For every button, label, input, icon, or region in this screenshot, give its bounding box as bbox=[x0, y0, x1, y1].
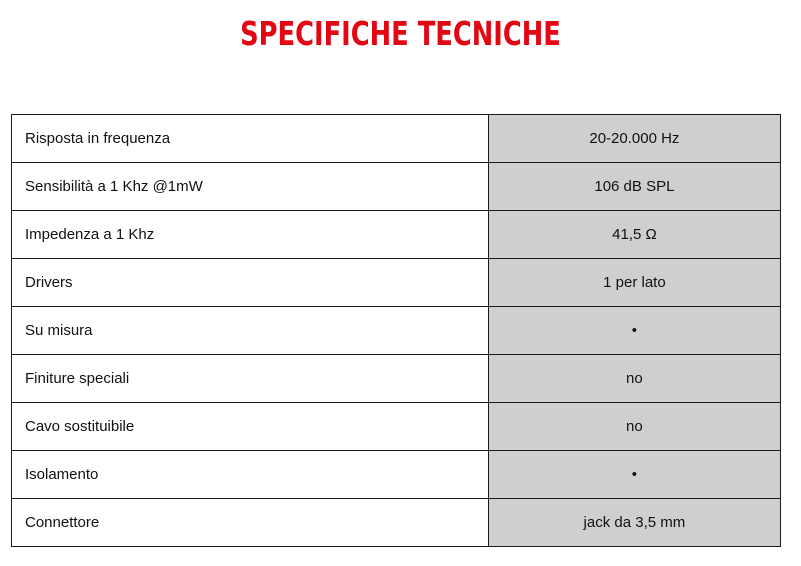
table-row bbox=[12, 163, 781, 211]
table-row bbox=[12, 259, 781, 307]
spec-value: • bbox=[488, 307, 780, 355]
spec-label: Cavo sostituibile bbox=[12, 403, 489, 451]
spec-label: Sensibilità a 1 Khz @1mW bbox=[12, 163, 489, 211]
spec-value: 106 dB SPL bbox=[488, 163, 780, 211]
spec-label: Su misura bbox=[12, 307, 489, 355]
spec-value: • bbox=[488, 451, 780, 499]
table-row bbox=[12, 451, 781, 499]
table-row bbox=[12, 307, 781, 355]
table-row bbox=[12, 499, 781, 547]
spec-value: 20-20.000 Hz bbox=[488, 115, 780, 163]
page-title: SPECIFICHE TECNICHE bbox=[240, 14, 561, 53]
spec-value: no bbox=[488, 355, 780, 403]
spec-label: Isolamento bbox=[12, 451, 489, 499]
table-row bbox=[12, 115, 781, 163]
table-row bbox=[12, 355, 781, 403]
spec-label: Impedenza a 1 Khz bbox=[12, 211, 489, 259]
table-row bbox=[12, 403, 781, 451]
spec-value: jack da 3,5 mm bbox=[488, 499, 780, 547]
table-row bbox=[12, 211, 781, 259]
spec-table bbox=[11, 114, 781, 547]
spec-value: 41,5 Ω bbox=[488, 211, 780, 259]
spec-label: Risposta in frequenza bbox=[12, 115, 489, 163]
spec-value: 1 per lato bbox=[488, 259, 780, 307]
spec-label: Drivers bbox=[12, 259, 489, 307]
spec-value: no bbox=[488, 403, 780, 451]
spec-label: Connettore bbox=[12, 499, 489, 547]
spec-label: Finiture speciali bbox=[12, 355, 489, 403]
